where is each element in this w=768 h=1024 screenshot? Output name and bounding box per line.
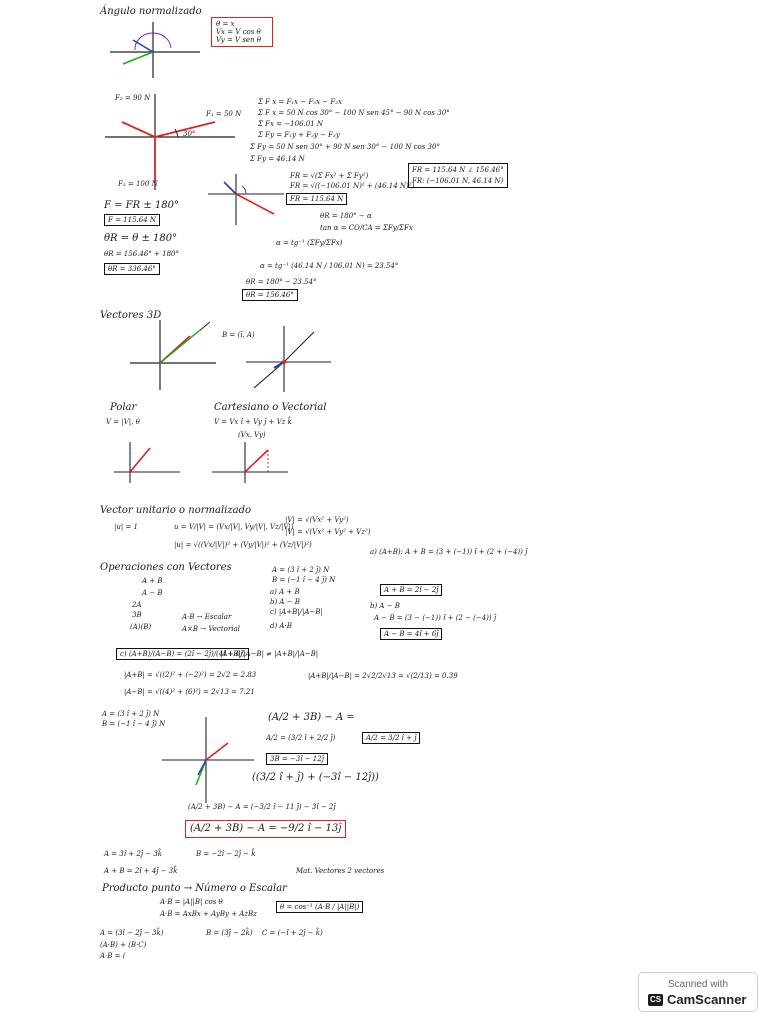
given-line: B = (−1 î − 4 ĵ) N [272,576,336,584]
dot-expr: (A·B) + (B·C) [100,941,147,949]
unit-line: |V| = √(Vx² + Vy²) [285,516,349,524]
formula-line: Vy = V sen θ [216,36,262,45]
sum-fx-line: Σ F x = F₁x − F₃x − F₂x [258,98,342,106]
vector-sum-figure [158,715,258,805]
vector-a-def: A = (3 î + 2 ĵ) N [102,710,160,718]
angle-title: Ángulo normalizado [100,6,202,17]
formula-line: Vx = V cos θ [216,28,261,37]
expr-line: (A/2 + 3B) − A = [268,712,355,723]
dot-product-title: Producto punto → Número o Escalar [102,883,287,894]
alpha-line: α = tg⁻¹ (ΣFy/ΣFx) [276,239,343,247]
force-f1-label: F₁ = 50 N [206,110,242,118]
vector-3d-figure [128,318,218,393]
alpha-line: tan α = CO/CA = ΣFy/ΣFx [320,224,413,232]
expr-line: A/2 = (3/2 î + 2/2 ĵ) [266,734,336,742]
def-line: B = −2î − 2ĵ − k̂ [196,850,256,858]
note-line: Mat. Vectores 2 vectores [296,867,385,875]
result-line: b) A − B [370,602,400,610]
operation-item: (A)(B) [130,623,152,631]
resultant-diagram [206,172,286,227]
scanned-with-text: Scanned with [667,979,729,990]
given-line: c) |A+B|/|A−B| [270,608,323,616]
theta-box: θR = 336.46° [104,263,160,275]
camscanner-name: CamScanner [667,992,747,1007]
unit-line: |V| = √(Vx² + Vy² + Vz²) [285,528,371,536]
expr-box: A/2 = 3/2 î + ĵ [362,732,420,744]
expr-box: 3B = −3î − 12ĵ [266,753,328,765]
sum-fy-line: Σ Fy = 46.14 N [250,155,305,163]
given-vector: B = (3ĵ − 2k̂) [206,929,253,937]
operations-title: Operaciones con Vectores [100,562,232,573]
alpha-line: α = tg⁻¹ (46.14 N / 106.01 N) = 23.54° [260,262,399,270]
polar-label: Polar [110,402,137,413]
camscanner-logo-icon: CS [649,995,662,1004]
quotient-line: |A+B|/|A−B| ≠ |A+B|/|A−B| [220,650,319,658]
result-line: A − B = (3 − (−1)) î + (2 − (−4)) ĵ [374,614,497,622]
angle-axes-figure [105,20,205,80]
fr-formula: FR = √(Σ Fx² + Σ Fy²) [290,172,369,180]
expr-final-box: (A/2 + 3B) − A = −9/2 î − 13ĵ [185,820,346,838]
given-line: d) A·B [270,622,292,630]
ratio-line: |A+B|/|A−B| = 2√2/2√13 = √(2/13) = 0.39 [308,672,458,680]
unit-line: |u| = 1 [114,523,138,531]
fr-formula: FR = √((−106.01 N)² + (46.14 N)²) [290,182,415,190]
sum-fx-line: Σ Fx = −106.01 N [258,120,324,128]
given-vector: C = (−î + 2ĵ − k̂) [262,929,323,937]
operation-item: A − B [142,589,163,597]
resultant-summary-box [408,163,508,188]
resultant-line: FR: (−106.01 N, 46.14 N) [412,176,504,185]
operation-item: A·B → Escalar [182,613,232,621]
fr-result-box: FR = 115.64 N [286,193,347,205]
sum-fx-line: Σ F x = 50 N cos 30° − 100 N sen 45° − 90 N cos 30° [258,109,450,117]
polar-formula: V = |V|, θ [106,418,140,426]
f-rule: F = FR ± 180° [104,200,179,211]
def-line: A = 3î + 2ĵ − 3k̂ [104,850,163,858]
angle-formula-box [211,17,273,47]
theta-rule: θR = θ ± 180° [104,233,178,244]
vectors-3d-title: Vectores 3D [100,310,162,321]
axes-3d-figure [236,322,336,397]
given-line: a) A + B [270,588,300,596]
formula-line: θ = x [216,20,235,28]
force-angle-label: 30° [183,130,196,138]
operation-item: 2A [132,601,142,609]
polar-figure [112,440,182,485]
vector-b-def: B = (−1 î − 4 ĵ) N [102,720,166,728]
cartesian-formula: V = Vx î + Vy ĵ + Vz k̂ [214,418,292,426]
result-line: a) (A+B): A + B = (3 + (−1)) î + (2 + (−4)) ĵ [370,548,528,556]
camscanner-badge [638,972,758,1012]
resultant-line: FR = 115.64 N ∠ 156.46° [412,166,504,174]
expr-line: ((3/2 î + ĵ) + (−3î − 12ĵ)) [252,772,379,783]
cartesian-label: Cartesiano o Vectorial [214,402,327,413]
magnitude-line: |A−B| = √((4)² + (6)²) = 2√13 = 7.21 [124,688,255,696]
operation-item: A + B [142,577,163,585]
cartesian-pair: (Vx, Vy) [238,431,266,439]
vector-b-label: B = (ī, A) [222,331,255,339]
operation-item: A×B → Vectorial [182,625,240,633]
unit-line: |u| = √((Vx/|V|)² + (Vy/|V|)² + (Vz/|V|)²) [174,541,312,549]
theta-calc: θR = 156.46° + 180° [104,250,179,258]
quotient-box: c) (A+B)/(A−B) = (2î − 2ĵ)/(4î + 6ĵ) [116,648,249,660]
unit-vector-title: Vector unitario o normalizado [100,505,251,516]
sum-fy-line: Σ Fy = F₁y + F₂y − F₃y [258,131,340,139]
given-line: b) A − B [270,598,300,606]
alpha-line: θR = 180° − 23.54° [246,278,317,286]
f-box: F = 115.64 N [104,214,160,226]
dot-angle-box: θ = cos⁻¹ (A·B / |A||B|) [276,901,363,913]
unit-line: u = V/|V| = (Vx/|V|, Vy/|V|, Vz/|V|) [174,523,294,531]
magnitude-line: |A+B| = √((2)² + (−2)²) = 2√2 = 2.83 [124,671,257,679]
force-f2-label: F₂ = 90 N [115,94,151,102]
given-line: A = (3 î + 2 ĵ) N [272,566,330,574]
dot-line: A·B = AxBx + AyBy + AzBz [160,910,257,918]
dot-line: A·B = |A||B| cos θ [160,898,223,906]
force-f3-label: F₃ = 100 N [118,180,158,188]
dot-expr: A·B = ( [100,952,126,960]
alpha-line: θR = 180° − α [320,212,372,220]
def-line: A + B = 2î + 4ĵ − 3k̂ [104,867,178,875]
theta-final-box: θR = 156.46° [242,289,298,301]
expr-line: (A/2 + 3B) − A = (−3/2 î − 11 ĵ) − 3î − 2ĵ [188,803,336,811]
result-box: A − B = 4î + 6ĵ [380,628,442,640]
result-box: A + B = 2î − 2ĵ [380,584,442,596]
sum-fy-line: Σ Fy = 50 N sen 30° + 90 N sen 30° − 100 N cos 30° [250,143,440,151]
cartesian-figure [210,440,290,485]
operation-item: 3B [132,611,142,619]
given-vector: A = (3î − 2ĵ − 3k̂) [100,929,164,937]
